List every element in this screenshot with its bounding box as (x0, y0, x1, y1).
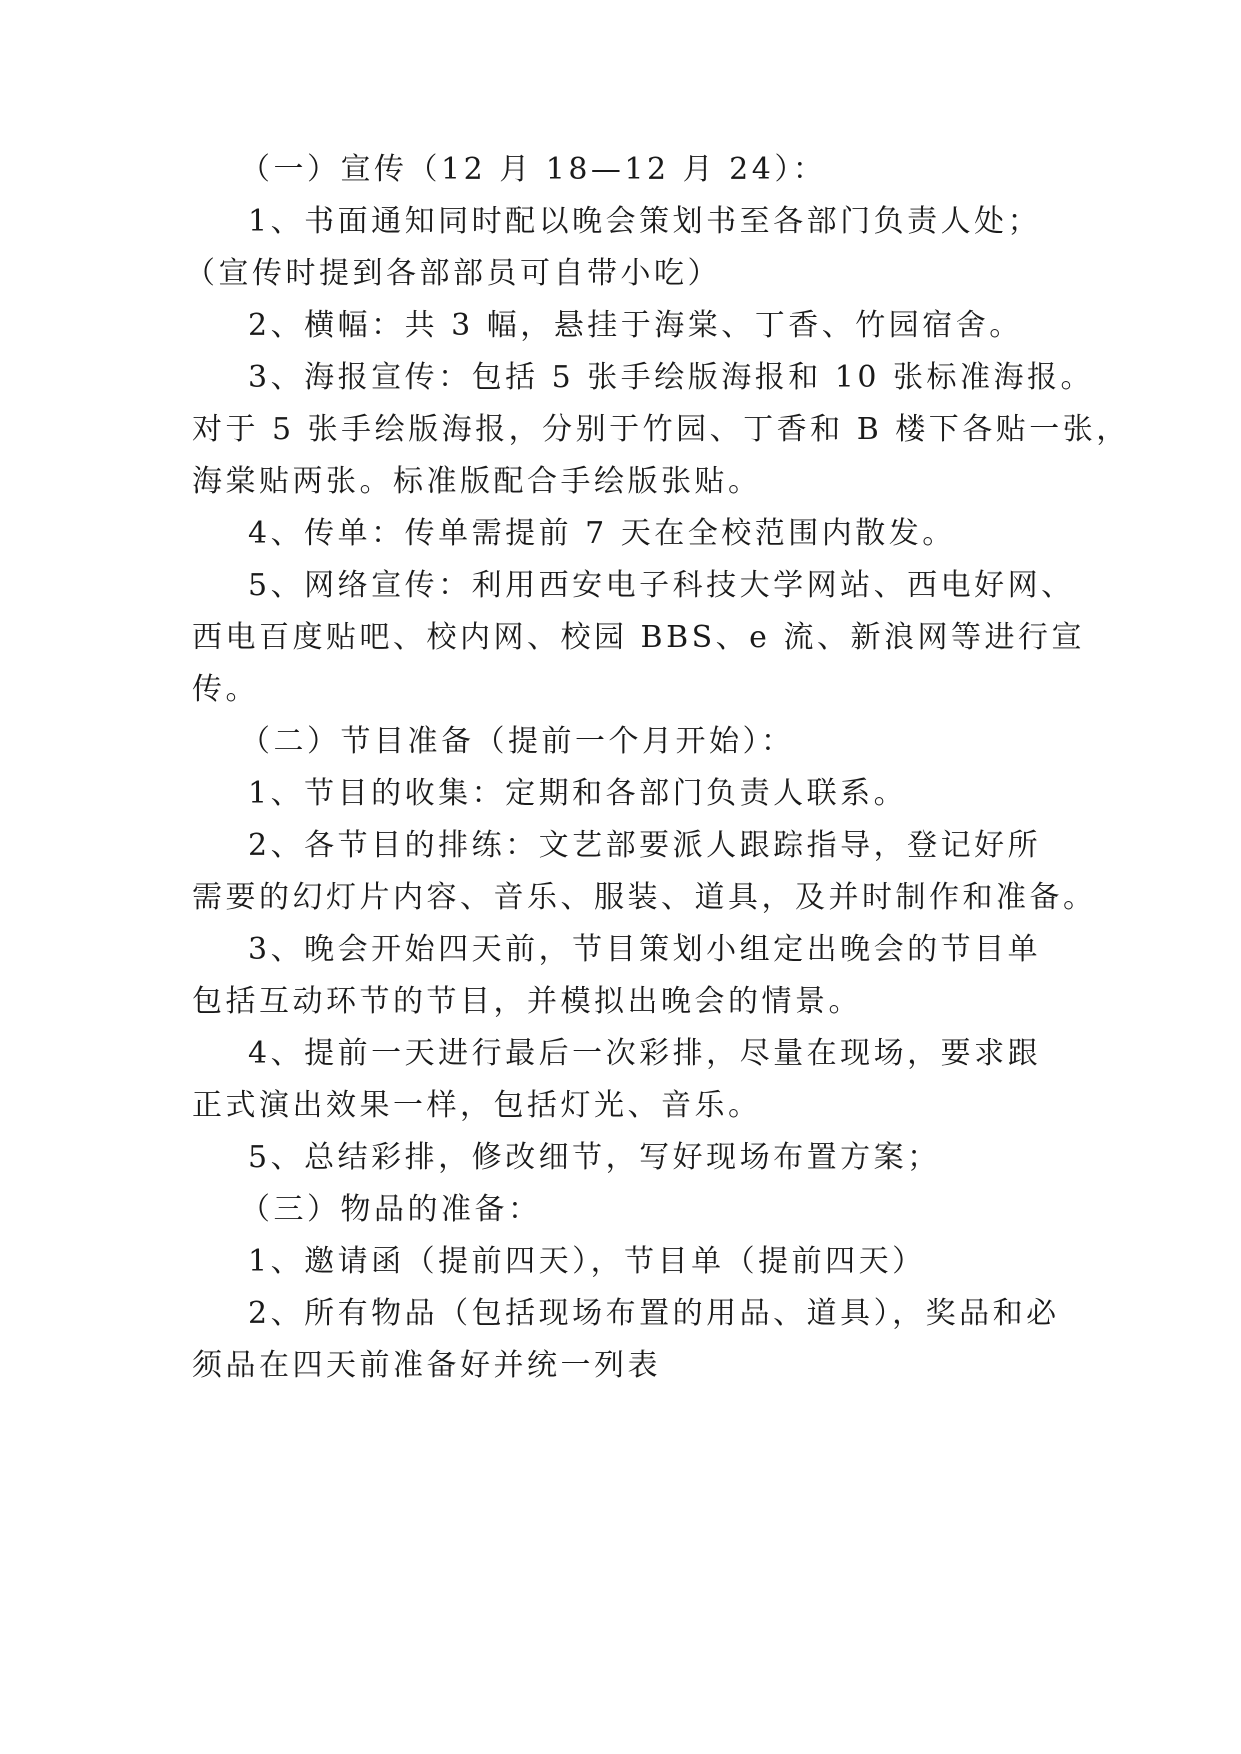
paragraph-line: 需要的幻灯片内容、音乐、服装、道具，及并时制作和准备。 (192, 880, 1097, 915)
paragraph-line: 2、所有物品（包括现场布置的用品、道具），奖品和必 (248, 1296, 1060, 1331)
paragraph-line: 传。 (192, 672, 259, 707)
paragraph-line: 3、海报宣传：包括 5 张手绘版海报和 10 张标准海报。 (248, 360, 1094, 395)
paragraph-line: 2、各节目的排练：文艺部要派人跟踪指导，登记好所 (248, 828, 1042, 863)
paragraph-line: 5、总结彩排，修改细节，写好现场布置方案； (248, 1140, 941, 1175)
paragraph-line: 包括互动环节的节目，并模拟出晚会的情景。 (192, 984, 862, 1019)
paragraph-line: 4、提前一天进行最后一次彩排，尽量在现场，要求跟 (248, 1036, 1042, 1071)
paragraph-line: 对于 5 张手绘版海报，分别于竹园、丁香和 B 楼下各贴一张， (192, 412, 1130, 447)
section-heading-program: （二）节目准备（提前一个月开始）： (240, 724, 795, 759)
paragraph-line: 西电百度贴吧、校内网、校园 BBS、e 流、新浪网等进行宣 (192, 620, 1085, 655)
paragraph-line: 5、网络宣传：利用西安电子科技大学网站、西电好网、 (248, 568, 1075, 603)
paragraph-line: 1、书面通知同时配以晚会策划书至各部门负责人处； (248, 204, 1042, 239)
paragraph-line: 4、传单：传单需提前 7 天在全校范围内散发。 (248, 516, 956, 551)
paragraph-line: 海棠贴两张。标准版配合手绘版张贴。 (192, 464, 762, 499)
paragraph-line: 正式演出效果一样，包括灯光、音乐。 (192, 1088, 762, 1123)
paragraph-line: 1、节目的收集：定期和各部门负责人联系。 (248, 776, 908, 811)
paragraph-line: 3、晚会开始四天前，节目策划小组定出晚会的节目单 (248, 932, 1042, 967)
section-heading-materials: （三）物品的准备： (240, 1192, 542, 1227)
paragraph-line: 1、邀请函（提前四天），节目单（提前四天） (248, 1244, 926, 1279)
paragraph-line: 2、横幅：共 3 幅，悬挂于海棠、丁香、竹园宿舍。 (248, 308, 1023, 343)
section-heading-publicity: （一）宣传（12 月 18—12 月 24）： (240, 152, 827, 187)
paragraph-line: （宣传时提到各部部员可自带小吃） (185, 256, 721, 291)
paragraph-line: 须品在四天前准备好并统一列表 (192, 1348, 661, 1383)
